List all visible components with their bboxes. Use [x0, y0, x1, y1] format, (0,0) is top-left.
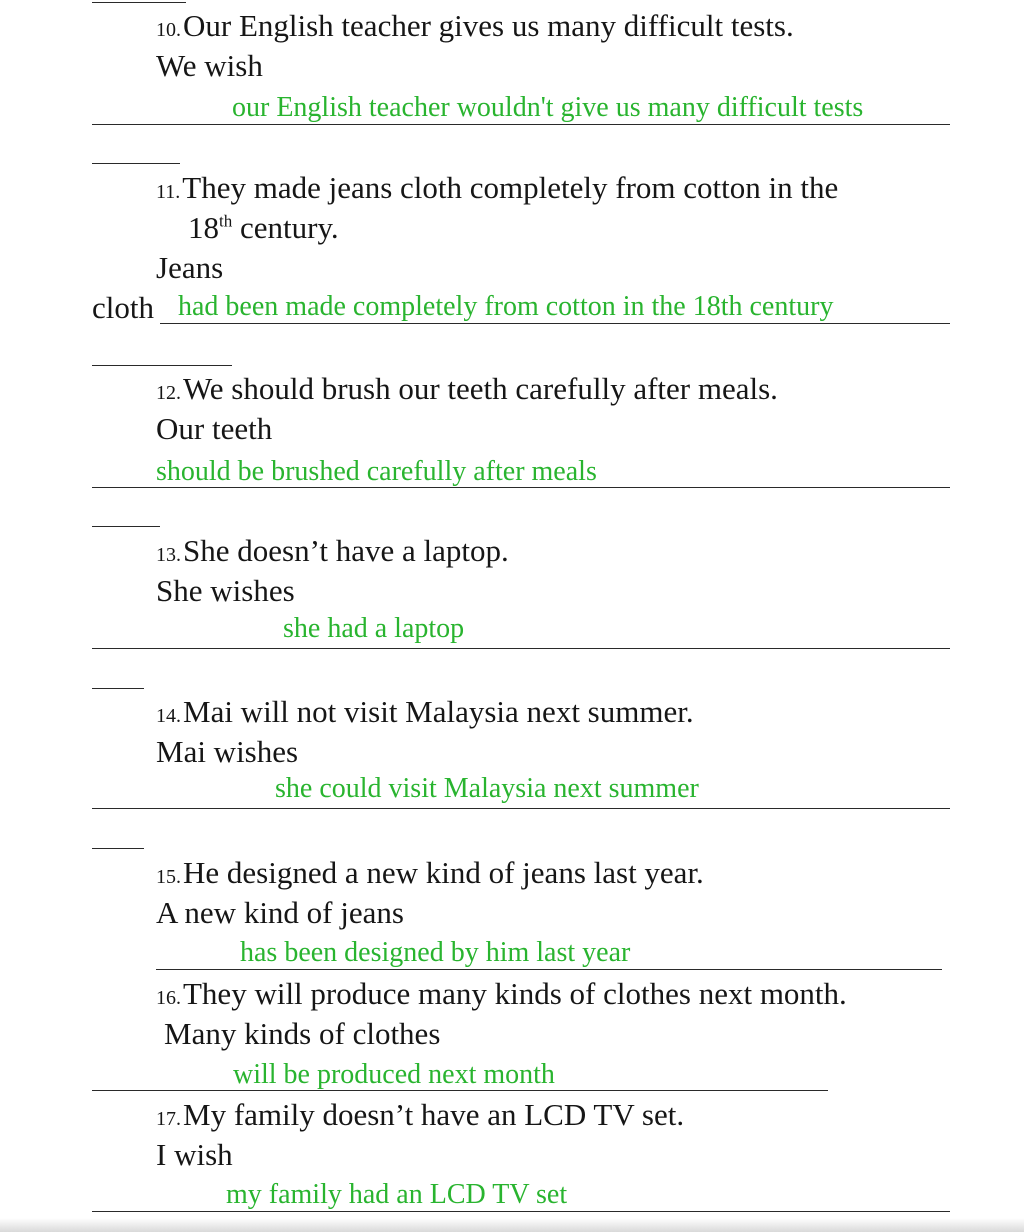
exercise-16-answer-line [92, 1090, 828, 1091]
exercise-10-answer-line [92, 124, 950, 125]
exercise-11-question: 11.They made jeans cloth completely from cotton in the [156, 170, 839, 205]
exercise-13-answer-line [92, 648, 950, 649]
exercise-10-prompt: We wish [156, 48, 263, 83]
exercise-13-prompt: She wishes [156, 573, 295, 608]
exercise-10-answer-line-tail [92, 163, 180, 164]
exercise-16-answer: will be produced next month [233, 1059, 555, 1090]
exercise-16-prompt: Many kinds of clothes [164, 1016, 441, 1051]
exercise-13-answer: she had a laptop [283, 613, 465, 644]
exercise-12-answer-line [92, 487, 950, 488]
exercise-16-number: 16. [156, 987, 181, 1009]
exercise-15-prompt: A new kind of jeans [156, 895, 404, 930]
exercise-14-prompt: Mai wishes [156, 734, 299, 769]
exercise-11-prompt-cont: cloth [92, 290, 154, 325]
exercise-11-answer: had been made completely from cotton in the 18th century [178, 291, 834, 322]
exercise-17-answer: my family had an LCD TV set [226, 1179, 568, 1210]
exercise-11-answer-line-tail [92, 365, 232, 366]
exercise-14-question: 14.Mai will not visit Malaysia next summer. [156, 694, 694, 729]
exercise-11-prompt: Jeans [156, 250, 224, 285]
exercise-17-answer-line [92, 1211, 950, 1212]
exercise-12-prompt: Our teeth [156, 411, 273, 446]
exercise-12-answer: should be brushed carefully after meals [156, 456, 597, 487]
exercise-12-question: 12.We should brush our teeth carefully after meals. [156, 371, 778, 406]
exercise-11-question-cont: 18th century. [188, 210, 339, 245]
exercise-10-question: 10.Our English teacher gives us many difficult tests. [156, 8, 794, 43]
exercise-10-number: 10. [156, 19, 181, 41]
exercise-14-answer: she could visit Malaysia next summer [275, 773, 699, 804]
answer-line-tail [92, 2, 186, 3]
exercise-15-answer-line [156, 969, 942, 970]
exercise-15-number: 15. [156, 866, 181, 888]
exercise-17-question: 17.My family doesn’t have an LCD TV set. [156, 1097, 685, 1132]
exercise-13-question: 13.She doesn’t have a laptop. [156, 533, 509, 568]
exercise-17-number: 17. [156, 1108, 181, 1130]
exercise-13-answer-line-tail [92, 688, 144, 689]
exercise-15-question: 15.He designed a new kind of jeans last year. [156, 855, 704, 890]
exercise-15-answer: has been designed by him last year [240, 937, 631, 968]
exercise-17-prompt: I wish [156, 1137, 233, 1172]
exercise-14-number: 14. [156, 705, 181, 727]
exercise-16-question: 16.They will produce many kinds of clothes next month. [156, 976, 847, 1011]
exercise-11-number: 11. [156, 181, 181, 203]
exercise-11-answer-line [160, 323, 950, 324]
exercise-13-number: 13. [156, 544, 181, 566]
exercise-12-number: 12. [156, 382, 181, 404]
exercise-10-answer: our English teacher wouldn't give us many difficult tests [232, 92, 864, 123]
exercise-14-answer-line-tail [92, 848, 144, 849]
page-bottom-shadow [0, 1218, 1024, 1232]
exercise-12-answer-line-tail [92, 526, 160, 527]
exercise-14-answer-line [92, 808, 950, 809]
